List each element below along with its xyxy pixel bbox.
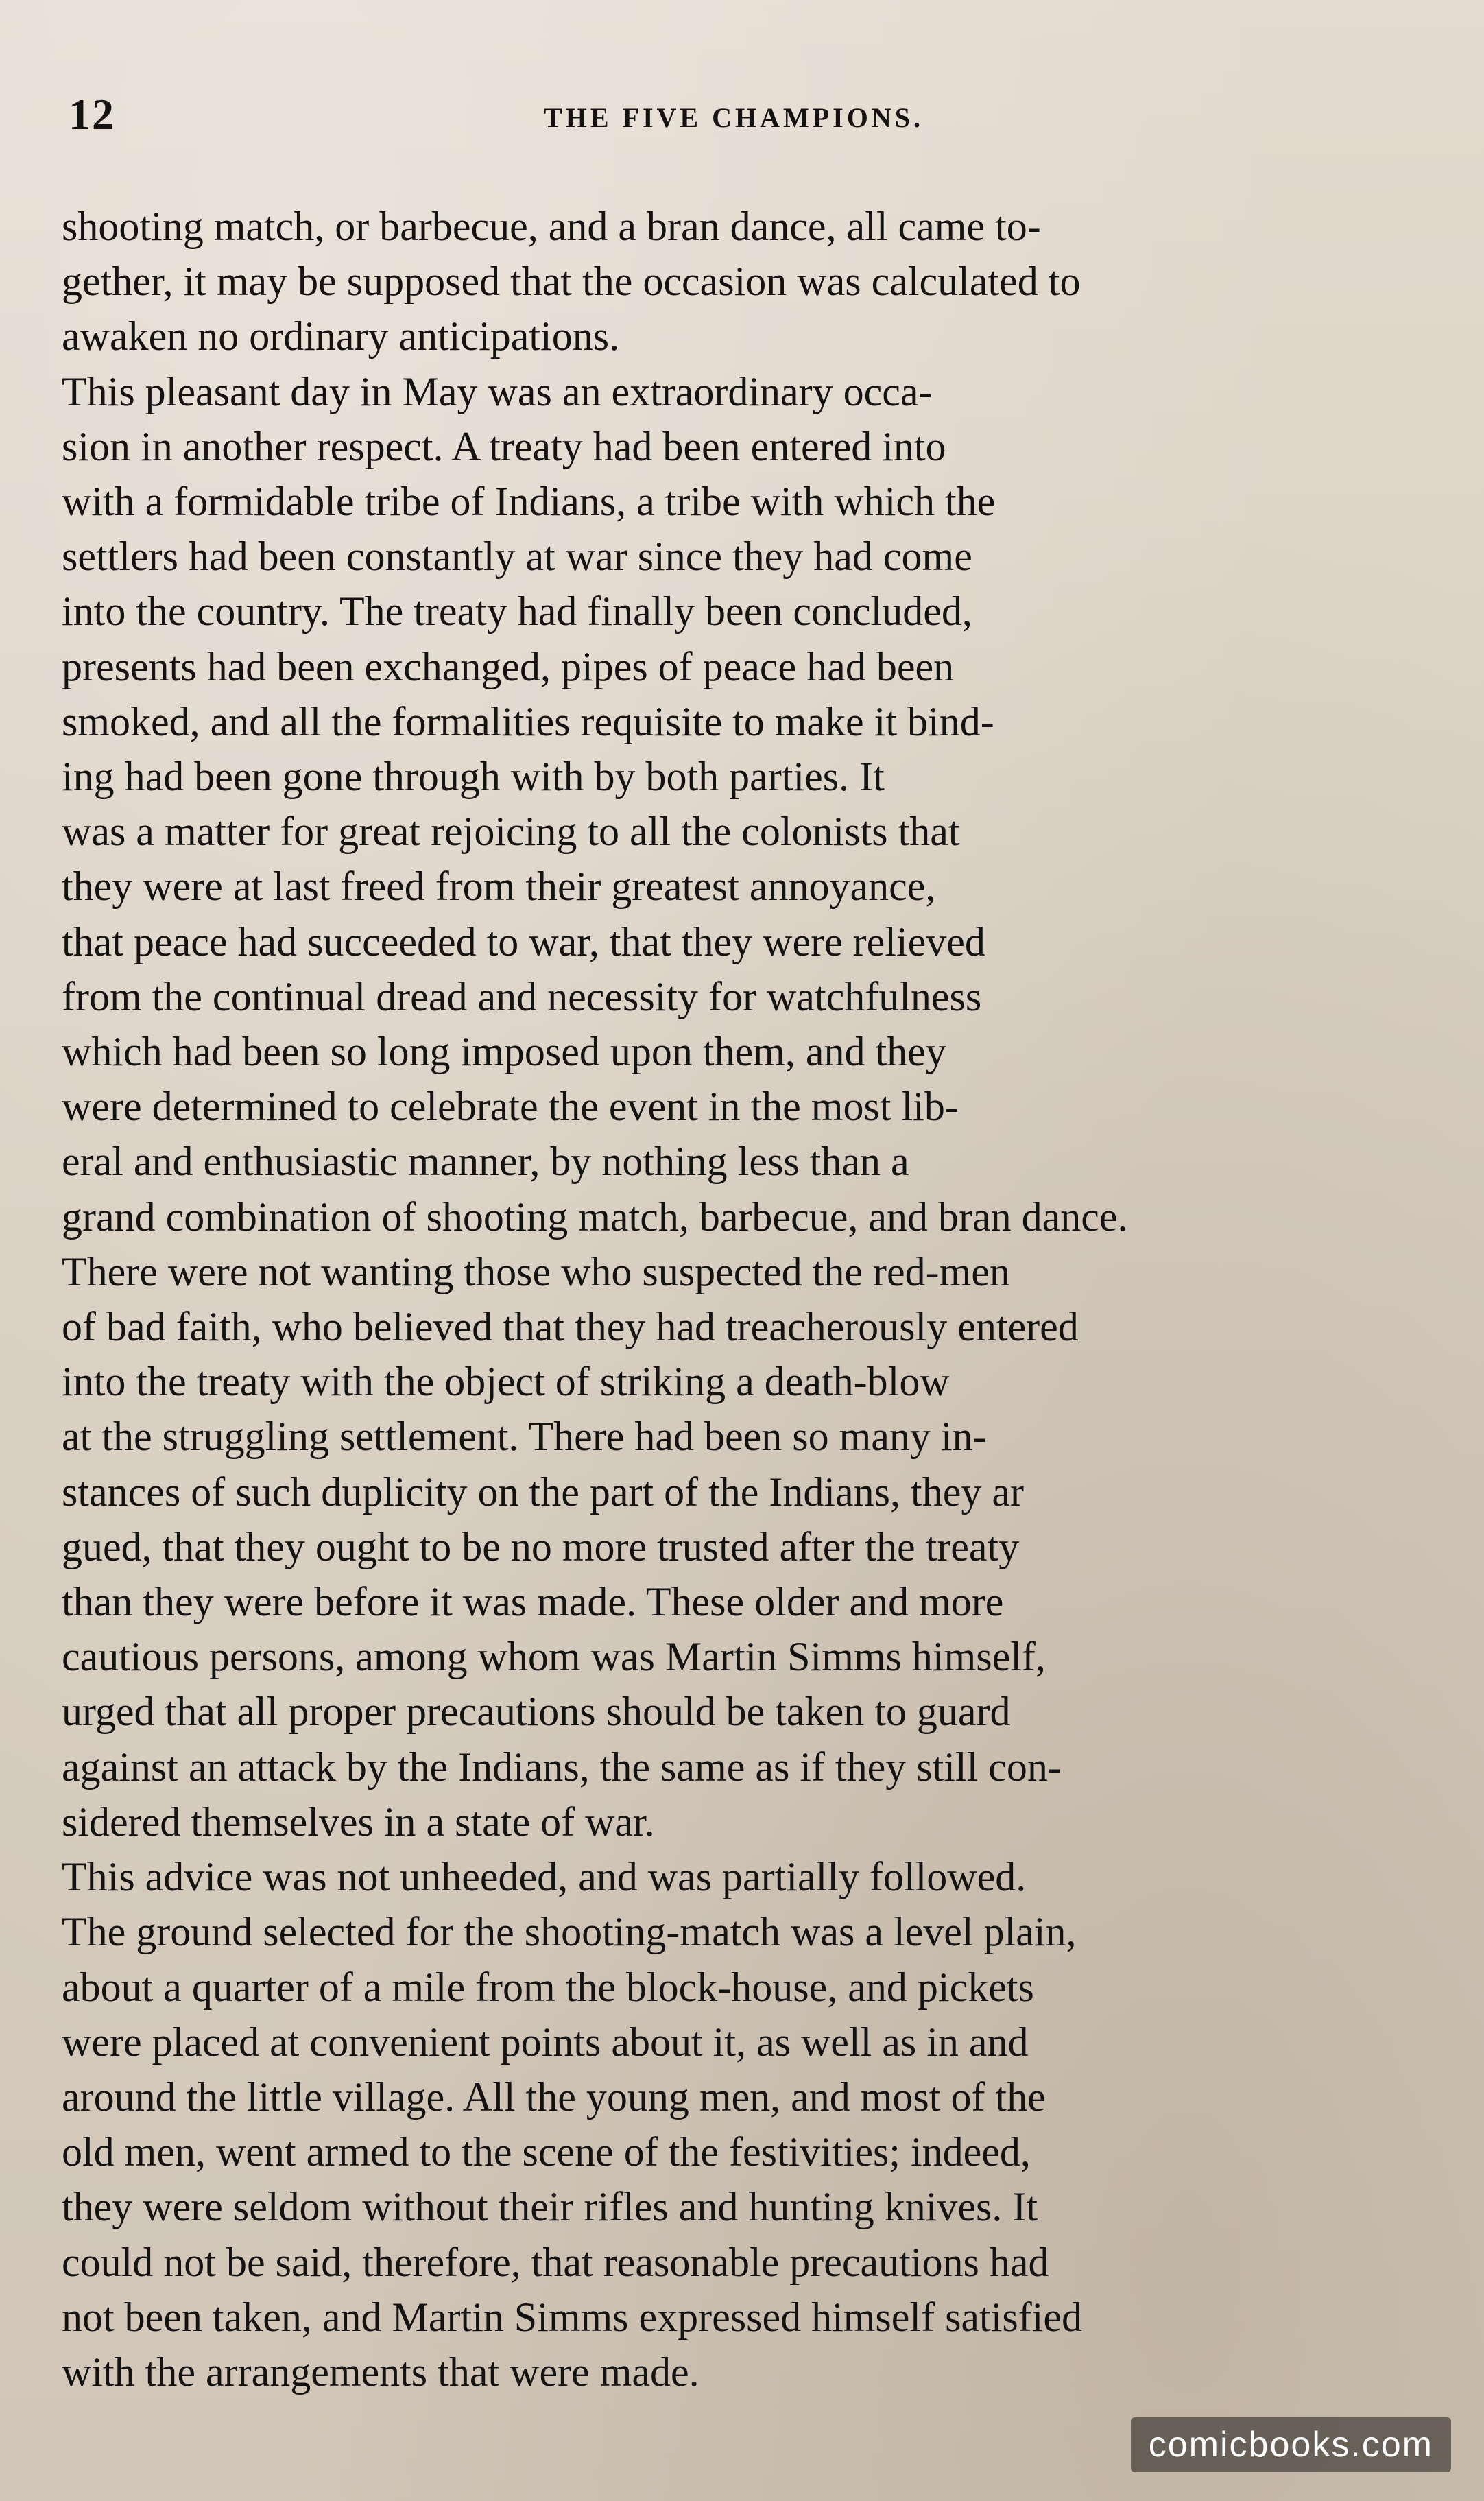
running-title: THE FIVE CHAMPIONS. xyxy=(544,102,924,133)
paragraph-3: There were not wanting those who suspected the red-men of bad faith, who believed that they had treacherously entered into the treaty with the object of striking a death-blow at the struggling settlement. There had been so many in- stances of such duplicity on the part of the Indians, they ar gued, that they ought to be no more trusted after the treaty than they were before it was made. These older and more cautious persons, among whom was Martin Simms himself, urged that all proper precautions should be taken to guard against an attack by the Indians, the same as if they still con- sidered themselves in a state of war. xyxy=(62,1248,1079,1845)
paragraph-2: This pleasant day in May was an extraordinary occa- sion in another respect. A treaty had been entered into with a formidable tribe of Indians, a tribe with which the settlers had been constantly at war since they had come into the country. The treaty had finally been concluded, presents had been exchanged, pipes of peace had been smoked, and all the formalities requisite to make it bind- ing had been gone through with by both parties. It was a matter for great rejoicing to all the colonists that they were at last freed from their greatest annoyance, that peace had succeeded to war, that they were relieved from the continual dread and necessity for watchfulness which had been so long imposed upon them, and they were determined to celebrate the event in the most lib- eral and enthusiastic manner, by nothing less than a grand combination of shooting match, barbecue, and bran dance. xyxy=(62,368,1128,1240)
page-header xyxy=(69,89,1399,151)
watermark: comicbooks.com xyxy=(1131,2417,1451,2472)
paragraph-1: shooting match, or barbecue, and a bran dance, all came to- gether, it may be supposed that the occasion was calculated to awaken no ordinary anticipations. xyxy=(62,204,1081,359)
body-text xyxy=(62,199,1392,2399)
page-number: 12 xyxy=(69,90,115,139)
paragraph-4: This advice was not unheeded, and was partially followed. The ground selected for the shooting-match was a level plain, about a quarter of a mile from the block-house, and pickets were placed at convenient points about it, as well as in and around the little village. All the young men, and most of the old men, went armed to the scene of the festivities; indeed, they were seldom without their rifles and hunting knives. It could not be said, therefore, that reasonable precautions had not been taken, and Martin Simms expressed himself satisfied with the arrangements that were made. xyxy=(62,1854,1083,2395)
